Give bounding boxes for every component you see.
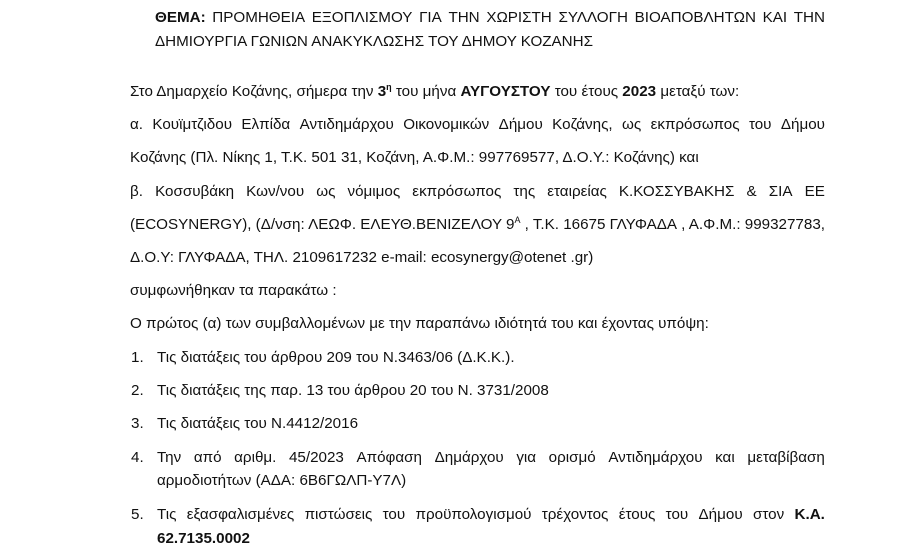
party-a-line-2: Κοζάνης (Πλ. Νίκης 1, Τ.Κ. 501 31, Κοζάνη, Α.Φ.Μ.: 997769577, Δ.Ο.Υ.: Κοζάνης) και [130,149,699,166]
party-b-word: νόμιμος [347,183,401,200]
party-b-word: Κ.ΚΟΣΣΥΒΑΚΗΣ [618,183,735,200]
list-word: ορισμό [548,449,596,466]
party-a-word: Κοζάνης, [552,116,613,133]
intro-month: ΑΥΓΟΥΣΤΟΥ [460,83,551,100]
subject-word: ΧΩΡΙΣΤΗ [486,9,552,26]
party-a-word: Ελπίδα [241,116,291,133]
party-b-address-sup: Α [514,215,521,225]
considering-text: Ο πρώτος (α) των συμβαλλομένων με την παραπάνω ιδιότητά του και έχοντας υπόψη: [130,315,709,332]
party-b-word: β. [130,183,143,200]
intro-text: Στο Δημαρχείο Κοζάνης, σήμερα την [130,83,378,100]
list-item-number: 5. [131,506,144,523]
list-word: πιστώσεις [304,506,373,523]
party-b-line-2 [130,215,825,235]
list-word: έτους [618,506,656,523]
subject-word: ΒΙΟΑΠΟΒΛΗΤΩΝ [634,9,756,26]
list-word: από [193,449,222,466]
list-word: Δήμου [698,506,743,523]
subject-word: ΣΥΛΛΟΓΗ [558,9,628,26]
list-word: 45/2023 [288,449,344,466]
party-b-word: ΣΙΑ [768,183,793,200]
list-word: Τις [157,506,177,523]
subject-word: ΤΗΝ [448,9,480,26]
agreed-text: συμφωνήθηκαν τα παρακάτω : [130,282,337,299]
budget-code-label: Κ.Α. [794,506,825,523]
subject-word: ΤΗΝ [793,9,825,26]
intro-year: 2023 [622,83,657,100]
party-a-word: Αντιδημάρχου [299,116,394,133]
list-word: Δημάρχου [434,449,504,466]
party-b-word: Κοσσυβάκη [155,183,235,200]
party-a-word: α. [130,116,143,133]
party-a-word: Δήμου [498,116,543,133]
subject-word: ΕΞΟΠΛΙΣΜΟΥ [311,9,413,26]
party-a-line-1 [130,115,825,135]
list-word: Αντιδημάρχου [608,449,703,466]
party-b-word: της [513,183,536,200]
party-a-word: εκπρόσωπος [650,116,740,133]
intro-text: του έτους [550,83,623,100]
party-b-postcode: , Τ.Κ. 16675 ΓΛΥΦΑΔΑ [524,216,678,233]
budget-code-value: 62.7135.0002 [157,530,250,547]
party-b-line-1 [130,182,825,202]
party-b-address-text: (Δ/νση: ΛΕΩΦ. ΕΛΕΥΘ.ΒΕΝΙΖΕΛΟΥ 9 [255,216,515,233]
party-b-address [256,215,521,235]
list-word: Την [157,449,182,466]
subject-word: ΓΙΑ [419,9,442,26]
subject-line-2: ΔΗΜΙΟΥΡΓΙΑ ΓΩΝΙΩΝ ΑΝΑΚΥΚΛΩΣΗΣ ΤΟΥ ΔΗΜΟΥ ΚΟΖΑΝΗΣ [155,33,594,50]
list-word: αριθμ. [234,449,277,466]
list-word: στον [752,506,785,523]
party-a-word: Δήμου [780,116,825,133]
list-word: μεταβίβαση [747,449,825,466]
party-b-word: ως [316,183,336,200]
party-a-word: Κουϊμτζιδου [152,116,232,133]
subject-line-1 [155,8,825,28]
intro-text: μεταξύ των: [656,83,740,100]
list-word: τρέχοντος [541,506,609,523]
intro-day-sup: η [386,82,392,92]
party-a-word: του [748,116,772,133]
list-word: του [382,506,406,523]
subject-word: ΚΑΙ [762,9,788,26]
party-b-word: ΕΕ [804,183,825,200]
list-word: και [715,449,735,466]
party-b-company: (ECOSYNERGY), [130,216,252,233]
list-word: Απόφαση [356,449,423,466]
list-word: για [516,449,537,466]
list-item-text-line-1 [157,448,825,468]
party-b-word: Κων/νου [246,183,305,200]
subject-word: ΠΡΟΜΗΘΕΙΑ [212,9,306,26]
party-a-word: Οικονομικών [403,116,490,133]
party-b-word: & [746,183,757,200]
party-b-line-3: Δ.Ο.Υ: ΓΛΥΦΑΔΑ, ΤΗΛ. 2109617232 e-mail: ecosynergy@otenet .gr) [130,249,594,266]
list-word: προϋπολογισμού [415,506,532,523]
list-item-number: 1. [131,349,144,366]
list-word: του [665,506,689,523]
party-b-word: εκπρόσωπος [412,183,502,200]
list-item-text-line-1 [157,505,825,525]
list-item-number: 4. [131,449,144,466]
subject-label: ΘΕΜΑ: [155,9,206,26]
list-item-text: Τις διατάξεις του Ν.4412/2016 [157,415,359,432]
party-b-afm: , Α.Φ.Μ.: 999327783, [681,216,825,233]
list-item-text: Τις διατάξεις της παρ. 13 του άρθρου 20 του Ν. 3731/2008 [157,382,549,399]
intro-day: 3 [377,83,387,100]
intro-text: του μήνα [391,83,461,100]
list-item-number: 3. [131,415,144,432]
list-item-number: 2. [131,382,144,399]
party-b-word: εταιρείας [547,183,607,200]
intro-paragraph [130,82,739,102]
list-word: εξασφαλισμένες [186,506,295,523]
party-a-word: ως [622,116,642,133]
list-item-text-line-2: αρμοδιοτήτων (ΑΔΑ: 6Β6ΓΩΛΠ-Υ7Λ) [157,472,407,489]
list-item-text: Τις διατάξεις του άρθρου 209 του Ν.3463/06 (Δ.Κ.Κ.). [157,349,515,366]
